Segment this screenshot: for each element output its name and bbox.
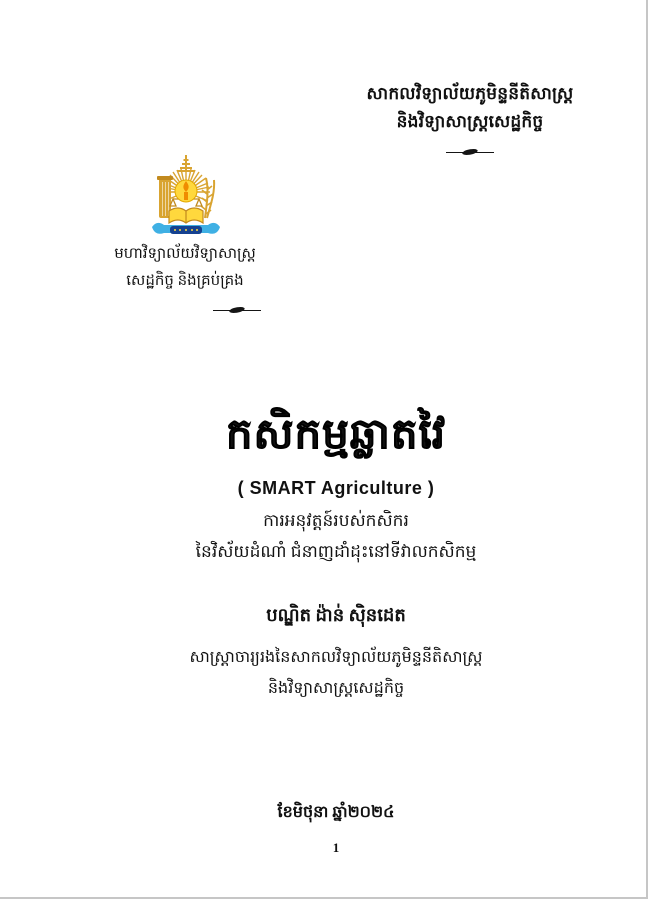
university-logo <box>149 154 223 241</box>
faculty-name-line2: សេដ្ឋកិច្ច និងគ្រប់គ្រង <box>126 273 244 289</box>
university-name-line1: សាកលវិទ្យាល័យភូមិន្ទនីតិសាស្ត្រ <box>366 84 574 103</box>
university-emblem-icon <box>149 154 223 241</box>
emblem-flame <box>175 180 197 202</box>
document-title-english: ( SMART Agriculture ) <box>237 478 435 498</box>
divider-ornament-icon <box>213 306 261 314</box>
faculty-block <box>55 241 315 295</box>
publication-date: ខែមិថុនា ឆ្នាំ២០២៤ <box>277 804 395 821</box>
author-affiliation-line1: សាស្ត្រាចារ្យរងនៃសាកលវិទ្យាល័យភូមិន្ទនីតិសាស្ត្រ <box>189 649 483 666</box>
author-affiliation-line2: និងវិទ្យាសាស្ត្រសេដ្ឋកិច្ច <box>267 680 405 697</box>
divider-ornament-icon <box>446 148 494 156</box>
subtitle-line1: ការអនុវត្តន៍របស់កសិករ <box>263 511 409 530</box>
author-name: បណ្ឌិត ដ៉ាន់ ស៊ិនដេត <box>266 605 406 625</box>
page-number: 1 <box>332 840 340 855</box>
emblem-book <box>169 208 203 223</box>
document-title-khmer: កសិកម្មឆ្លាតវៃ <box>225 412 447 458</box>
university-name-line2: និងវិទ្យាសាស្ត្រសេដ្ឋកិច្ច <box>396 112 544 131</box>
subtitle-line2: នៃវិស័យដំណាំ ជំនាញដាំដុះនៅទីវាលកសិកម្ម <box>195 542 477 561</box>
emblem-ribbon <box>152 223 220 234</box>
university-header <box>330 80 610 136</box>
faculty-name-line1: មហាវិទ្យាល័យវិទ្យាសាស្ត្រ <box>114 246 256 262</box>
